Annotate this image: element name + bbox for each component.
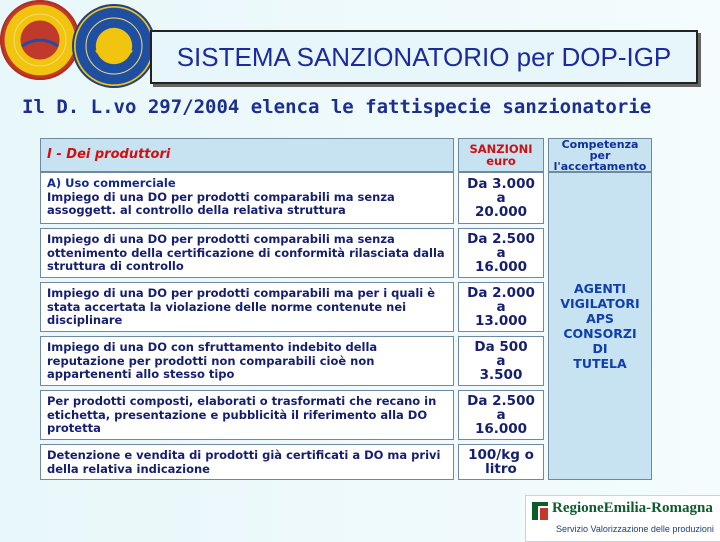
- competence-header: Competenza per l'accertamento: [548, 138, 652, 172]
- section-header: I - Dei produttori: [40, 138, 454, 172]
- subtitle: Il D. L.vo 297/2004 elenca le fattispecie sanzionatorie: [22, 96, 652, 118]
- table-row: [40, 282, 454, 332]
- sanctions-header: SANZIONI euro: [458, 138, 544, 172]
- row-heading: A) Uso commerciale: [47, 176, 176, 190]
- region-logo: [525, 495, 720, 542]
- service-name: Servizio Valorizzazione delle produzioni: [556, 524, 714, 534]
- row-description: Impiego di una DO con sfruttamento indebito della reputazione per prodotti non comparabili cioè non appartenenti allo stesso tipo: [47, 340, 378, 381]
- table-row: [40, 228, 454, 278]
- table-row: [40, 172, 454, 224]
- row-description: Impiego di una DO per prodotti comparabili ma senza assoggett. al controllo della relativa struttura: [47, 189, 395, 217]
- title-box: [150, 30, 698, 84]
- competent-authority: AGENTI VIGILATORI APS CONSORZI DI TUTELA: [548, 172, 652, 480]
- sanction-amount: Da 2.500 a 16.000: [458, 228, 544, 278]
- region-name: RegioneEmilia-Romagna: [552, 500, 713, 516]
- sanction-amount: Da 2.000 a 13.000: [458, 282, 544, 332]
- row-description: Impiego di una DO per prodotti comparabili ma senza ottenimento della certificazione di conformità rilasciata dalla struttura di controllo: [47, 232, 445, 273]
- region-flag-icon: [530, 500, 550, 522]
- table-row: [40, 444, 454, 480]
- sanctions-table: [40, 138, 654, 482]
- sanction-amount: Da 3.000 a 20.000: [458, 172, 544, 224]
- page-title: SISTEMA SANZIONATORIO per DOP-IGP: [176, 41, 672, 72]
- table-row: [40, 336, 454, 386]
- sanction-amount: 100/kg o litro: [458, 444, 544, 480]
- sanction-amount: Da 2.500 a 16.000: [458, 390, 544, 440]
- sanction-amount: Da 500 a 3.500: [458, 336, 544, 386]
- row-description: Impiego di una DO per prodotti comparabili ma per i quali è stata accertata la violazione delle norme contenute nei disciplinare: [47, 286, 436, 327]
- table-row: [40, 390, 454, 440]
- row-description: Per prodotti composti, elaborati o trasformati che recano in etichetta, presentazione e pubblicità il riferimento alla DO protetta: [47, 394, 437, 435]
- row-description: Detenzione e vendita di prodotti già certificati a DO ma privi della relativa indicazione: [47, 448, 441, 476]
- dop-seal-icon: [0, 0, 80, 80]
- igp-seal-icon: [72, 4, 156, 88]
